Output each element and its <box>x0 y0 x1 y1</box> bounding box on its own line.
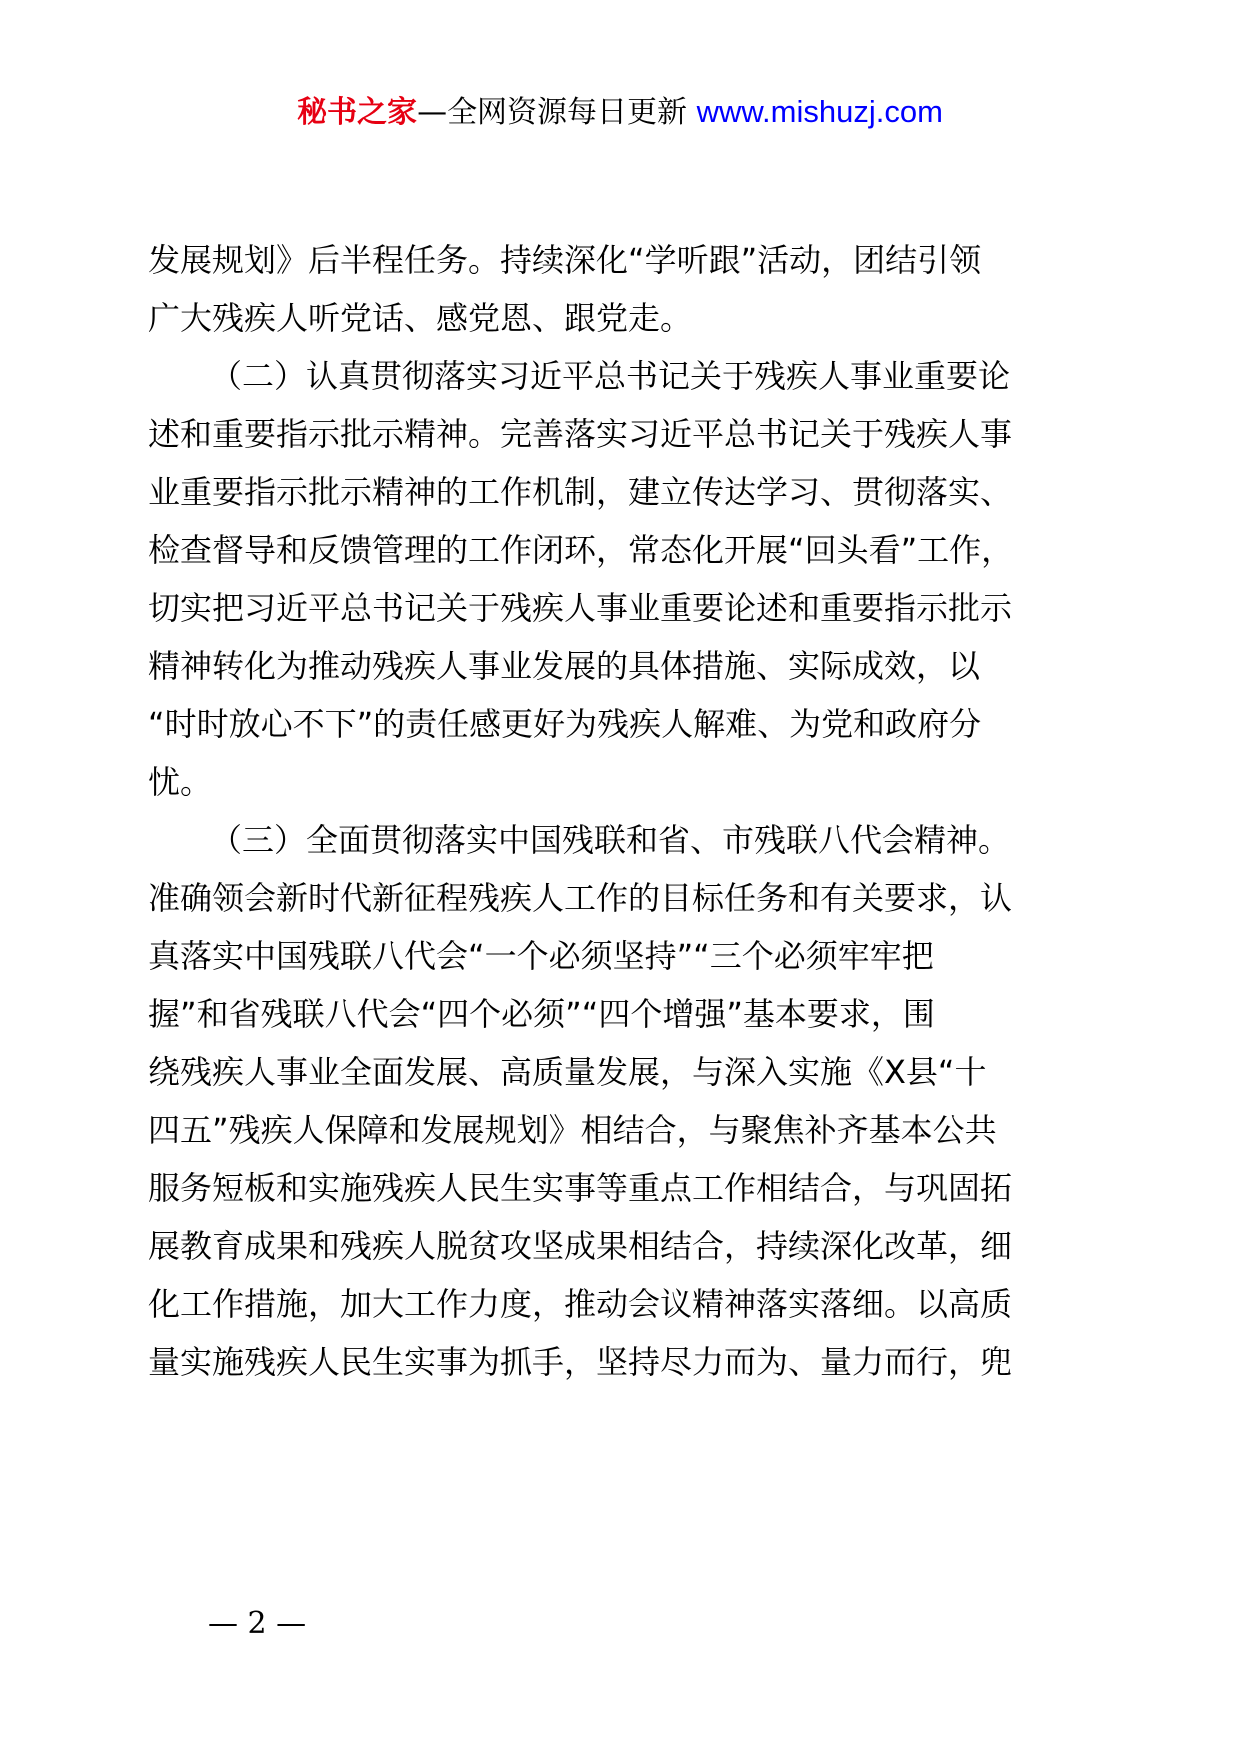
body-line: 绕残疾人事业全面发展、高质量发展，与深入实施《X县“十 <box>148 1053 987 1091</box>
site-tagline: —全网资源每日更新 <box>417 95 688 130</box>
body-line: 检查督导和反馈管理的工作闭环，常态化开展“回头看”工作， <box>148 531 1014 569</box>
body-line: 业重要指示批示精神的工作机制，建立传达学习、贯彻落实、 <box>148 473 1013 511</box>
site-brand-name: 秘书之家 <box>297 95 418 130</box>
body-line: 四五”残疾人保障和发展规划》相结合，与聚焦补齐基本公共 <box>148 1111 997 1149</box>
body-line: 广大残疾人听党话、感党恩、跟党走。 <box>148 299 693 337</box>
body-line: 述和重要指示批示精神。完善落实习近平总书记关于残疾人事 <box>148 415 1013 453</box>
body-line: 量实施残疾人民生实事为抓手，坚持尽力而为、量力而行，兜 <box>148 1343 1013 1381</box>
page-number: — 2 — <box>208 1606 307 1641</box>
body-line: “时时放心不下”的责任感更好为残疾人解难、为党和政府分 <box>148 705 982 743</box>
body-line: 精神转化为推动残疾人事业发展的具体措施、实际成效，以 <box>148 647 981 685</box>
body-line: 握”和省残联八代会“四个必须”“四个增强”基本要求，围 <box>148 995 935 1033</box>
body-line: 准确领会新时代新征程残疾人工作的目标任务和有关要求，认 <box>148 879 1013 917</box>
body-line: 展教育成果和残疾人脱贫攻坚成果相结合，持续深化改革，细 <box>148 1227 1013 1265</box>
body-line: 忧。 <box>148 763 213 801</box>
section-heading-line: （二）认真贯彻落实习近平总书记关于残疾人事业重要论 <box>210 357 1011 395</box>
body-line: 真落实中国残联八代会“一个必须坚持”“三个必须牢牢把 <box>148 937 934 975</box>
site-header-banner <box>0 92 1240 133</box>
body-line: 服务短板和实施残疾人民生实事等重点工作相结合，与巩固拓 <box>148 1169 1013 1207</box>
body-line: 切实把习近平总书记关于残疾人事业重要论述和重要指示批示 <box>148 589 1013 627</box>
site-url-link[interactable]: www.mishuzj.com <box>696 94 943 129</box>
body-line: 化工作措施，加大工作力度，推动会议精神落实落细。以高质 <box>148 1285 1013 1323</box>
body-line: 发展规划》后半程任务。持续深化“学听跟”活动，团结引领 <box>148 241 982 279</box>
section-heading-line: （三）全面贯彻落实中国残联和省、市残联八代会精神。 <box>210 821 1011 859</box>
